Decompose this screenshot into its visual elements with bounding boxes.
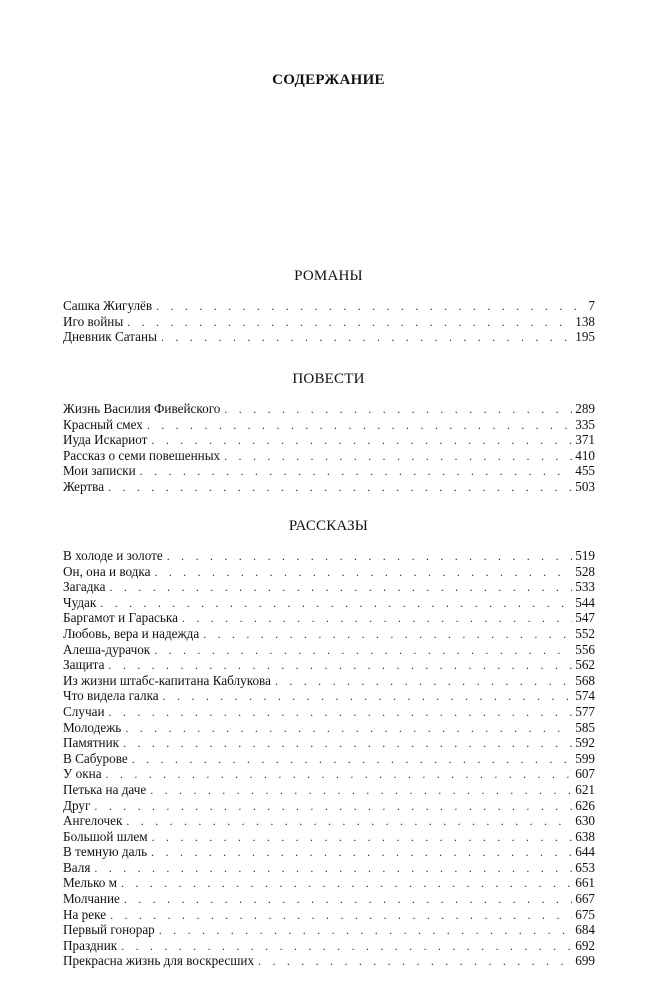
toc-entry — [63, 417, 595, 433]
dot-leader — [151, 433, 572, 449]
toc-entry-page: 675 — [575, 906, 595, 922]
toc-entry — [63, 953, 595, 969]
dot-leader — [154, 643, 572, 659]
toc-entry-title: Из жизни штабс-капитана Каблукова — [63, 672, 271, 688]
toc-entry-title: Рассказ о семи повешенных — [63, 447, 221, 463]
dot-leader — [132, 752, 572, 768]
toc-entry — [63, 907, 595, 923]
toc-entry-title: Большой шлем — [63, 828, 148, 844]
dot-leader — [108, 480, 572, 496]
toc-entry-page: 519 — [575, 548, 595, 563]
dot-leader — [106, 767, 573, 783]
section-heading-novels: РОМАНЫ — [294, 268, 363, 284]
toc-entry-page: 552 — [575, 625, 595, 641]
toc-entry-title: Памятник — [63, 735, 120, 751]
toc-entry-title: Сашка Жигулёв — [63, 298, 153, 313]
toc-entry-title: Жертва — [63, 478, 105, 494]
toc-entry — [63, 798, 595, 814]
toc-entry-title: Мои записки — [63, 463, 136, 479]
toc-entry-title: Праздник — [63, 937, 118, 953]
toc-entry-title: В темную даль — [63, 844, 148, 860]
toc-entry-title: Иуда Искариот — [63, 432, 148, 448]
toc-entry — [63, 720, 595, 736]
toc-entry-title: В Сабурове — [63, 750, 128, 766]
toc-entry-title: Загадка — [63, 579, 106, 595]
toc-entry-title: Любовь, вера и надежда — [63, 625, 200, 641]
page-title: СОДЕРЖАНИЕ — [272, 72, 385, 88]
toc-entry — [63, 891, 595, 907]
dot-leader — [275, 674, 572, 690]
toc-entry — [63, 782, 595, 798]
toc-entry-page: 653 — [575, 859, 595, 875]
toc-entry-page: 371 — [575, 432, 595, 448]
toc-entry-title: Друг — [63, 797, 91, 813]
toc-entry-title: Молодежь — [63, 719, 122, 735]
toc-entry — [63, 642, 595, 658]
toc-entry-title: Случаи — [63, 703, 105, 719]
section-heading-stories: РАССКАЗЫ — [288, 518, 369, 534]
dot-leader — [109, 705, 573, 721]
toc-entry — [63, 548, 595, 564]
toc-entry — [63, 314, 595, 330]
toc-entry-page: 630 — [575, 813, 595, 829]
dot-leader — [224, 449, 572, 465]
toc-entry-title: Он, она и водка — [63, 563, 151, 579]
toc-list-novellas — [63, 401, 595, 495]
dot-leader — [163, 689, 573, 705]
toc-entry-page: 577 — [575, 703, 595, 719]
toc-entry-page: 335 — [575, 416, 595, 432]
toc-entry — [63, 448, 595, 464]
toc-entry — [63, 298, 595, 314]
toc-entry-title: Первый гонорар — [63, 922, 155, 938]
toc-entry — [63, 751, 595, 767]
toc-entry-title: Что видела галка — [63, 688, 159, 704]
toc-entry-title: Иго войны — [63, 313, 124, 329]
toc-entry-title: Чудак — [63, 594, 97, 610]
dot-leader — [203, 627, 572, 643]
toc-entry — [63, 626, 595, 642]
toc-entry-title: Алеша-дурачок — [63, 641, 151, 657]
dot-leader — [150, 783, 572, 799]
toc-entry — [63, 564, 595, 580]
toc-entry — [63, 579, 595, 595]
dot-leader — [224, 402, 572, 418]
dot-leader — [110, 580, 573, 596]
toc-entry-page: 533 — [575, 579, 595, 595]
dot-leader — [127, 315, 572, 331]
toc-entry — [63, 735, 595, 751]
toc-entry-page: 607 — [575, 766, 595, 782]
toc-entry — [63, 463, 595, 479]
toc-entry — [63, 875, 595, 891]
toc-entry-title: Валя — [63, 859, 91, 875]
toc-entry-page: 528 — [575, 563, 595, 579]
toc-entry-title: Мелько м — [63, 875, 117, 891]
toc-entry-page: 699 — [575, 953, 595, 969]
toc-entry-title: Защита — [63, 657, 105, 673]
toc-entry-page: 661 — [575, 875, 595, 891]
dot-leader — [152, 830, 573, 846]
toc-entry-page: 547 — [575, 610, 595, 626]
dot-leader — [125, 721, 572, 737]
dot-leader — [94, 799, 572, 815]
toc-entry-title: Жизнь Василия Фивейского — [63, 401, 221, 416]
toc-entry-page: 503 — [575, 478, 595, 494]
toc-entry — [63, 938, 595, 954]
toc-entry-page: 562 — [575, 657, 595, 673]
dot-leader — [140, 464, 573, 480]
toc-entry — [63, 657, 595, 673]
toc-entry-page: 138 — [575, 313, 595, 329]
toc-entry-page: 574 — [575, 688, 595, 704]
toc-entry — [63, 688, 595, 704]
toc-entry — [63, 813, 595, 829]
dot-leader — [126, 814, 572, 830]
dot-leader — [94, 861, 572, 877]
dot-leader — [182, 611, 572, 627]
dot-leader — [151, 845, 572, 861]
toc-entry — [63, 922, 595, 938]
dot-leader — [161, 330, 572, 346]
dot-leader — [108, 658, 572, 674]
toc-entry-page: 638 — [575, 828, 595, 844]
toc-entry-page: 621 — [575, 781, 595, 797]
toc-entry-title: Прекрасна жизнь для воскресших — [63, 953, 255, 969]
toc-entry-title: Красный смех — [63, 416, 143, 432]
toc-entry — [63, 401, 595, 417]
section-heading-novellas: ПОВЕСТИ — [292, 371, 365, 387]
dot-leader — [258, 954, 572, 970]
toc-entry-title: Молчание — [63, 891, 120, 907]
dot-leader — [121, 939, 572, 955]
dot-leader — [123, 736, 572, 752]
toc-entry — [63, 479, 595, 495]
toc-entry-page: 289 — [575, 401, 595, 416]
toc-entry — [63, 595, 595, 611]
toc-entry-title: В холоде и золоте — [63, 548, 163, 563]
toc-entry-page: 544 — [575, 594, 595, 610]
dot-leader — [156, 299, 585, 315]
toc-entry — [63, 766, 595, 782]
toc-entry-page: 692 — [575, 937, 595, 953]
toc-entry-title: У окна — [63, 766, 102, 782]
dot-leader — [121, 876, 572, 892]
dot-leader — [100, 596, 572, 612]
toc-list-stories — [63, 548, 595, 969]
toc-entry-page: 592 — [575, 735, 595, 751]
toc-entry-title: Ангелочек — [63, 813, 123, 829]
toc-entry — [63, 673, 595, 689]
toc-entry — [63, 432, 595, 448]
toc-entry-page: 455 — [575, 463, 595, 479]
dot-leader — [147, 418, 572, 434]
toc-entry — [63, 844, 595, 860]
dot-leader — [110, 908, 572, 924]
toc-entry-page: 556 — [575, 641, 595, 657]
toc-entry — [63, 860, 595, 876]
toc-entry-page: 195 — [575, 329, 595, 345]
toc-entry-page: 667 — [575, 891, 595, 907]
dot-leader — [167, 549, 572, 565]
toc-entry — [63, 829, 595, 845]
toc-entry-page: 7 — [588, 298, 595, 313]
toc-entry-page: 410 — [575, 447, 595, 463]
toc-entry-page: 644 — [575, 844, 595, 860]
toc-entry-title: Баргамот и Гараська — [63, 610, 178, 626]
dot-leader — [154, 565, 572, 581]
toc-entry-title: Дневник Сатаны — [63, 329, 157, 345]
toc-list-novels — [63, 298, 595, 345]
dot-leader — [124, 892, 572, 908]
toc-entry-page: 626 — [575, 797, 595, 813]
toc-entry — [63, 329, 595, 345]
toc-entry-page: 568 — [575, 672, 595, 688]
toc-entry-title: На реке — [63, 906, 107, 922]
toc-entry-page: 684 — [575, 922, 595, 938]
dot-leader — [159, 923, 572, 939]
toc-entry-title: Петька на даче — [63, 781, 147, 797]
toc-entry — [63, 610, 595, 626]
toc-entry-page: 585 — [575, 719, 595, 735]
toc-entry — [63, 704, 595, 720]
toc-entry-page: 599 — [575, 750, 595, 766]
